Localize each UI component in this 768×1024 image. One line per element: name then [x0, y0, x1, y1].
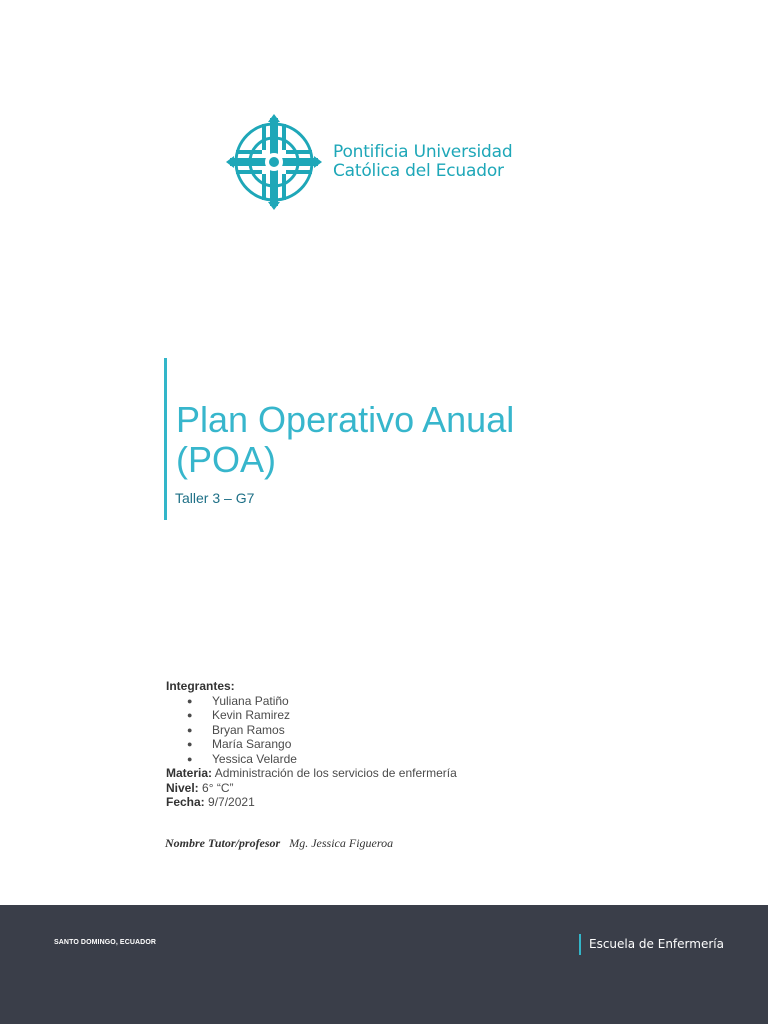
materia-row	[166, 766, 626, 781]
nivel-value: 6° “C”	[202, 780, 234, 795]
list-item: ● Bryan Ramos	[187, 723, 626, 738]
document-info	[166, 679, 626, 810]
materia-value: Administración de los servicios de enfermería	[214, 766, 457, 780]
list-item: ● Yuliana Patiño	[187, 694, 626, 709]
page-footer	[0, 905, 768, 1024]
university-name-line2: Católica del Ecuador	[333, 161, 504, 181]
materia-label: Materia:	[166, 766, 213, 780]
list-item: ● María Sarango	[187, 737, 626, 752]
document-title-line1: Plan Operativo Anual	[176, 399, 515, 440]
university-name-line1: Pontificia Universidad	[333, 142, 513, 162]
university-name	[333, 143, 512, 181]
university-logo	[226, 114, 526, 210]
fecha-value: 9/7/2021	[208, 795, 255, 809]
title-accent-bar	[164, 358, 167, 520]
footer-city: SANTO DOMINGO, ECUADOR	[54, 939, 157, 946]
nivel-label: Nivel:	[166, 780, 199, 795]
list-item: ● Kevin Ramirez	[187, 708, 626, 723]
document-title-line2: (POA)	[176, 439, 277, 480]
members-list	[166, 694, 626, 767]
list-item: ● Yessica Velarde	[187, 752, 626, 767]
tutor-value: Mg. Jessica Figueroa	[289, 836, 394, 850]
footer-separator	[579, 934, 581, 955]
tutor-label: Nombre Tutor/profesor	[165, 836, 281, 850]
nivel-row	[166, 781, 626, 796]
tutor-line	[165, 836, 393, 851]
document-subtitle: Taller 3 – G7	[175, 490, 255, 506]
footer-school: Escuela de Enfermería	[589, 937, 724, 951]
cross-emblem-icon	[226, 114, 322, 210]
members-label: Integrantes:	[166, 679, 235, 693]
document-title	[176, 400, 514, 480]
fecha-row	[166, 795, 626, 810]
fecha-label: Fecha:	[166, 795, 205, 809]
